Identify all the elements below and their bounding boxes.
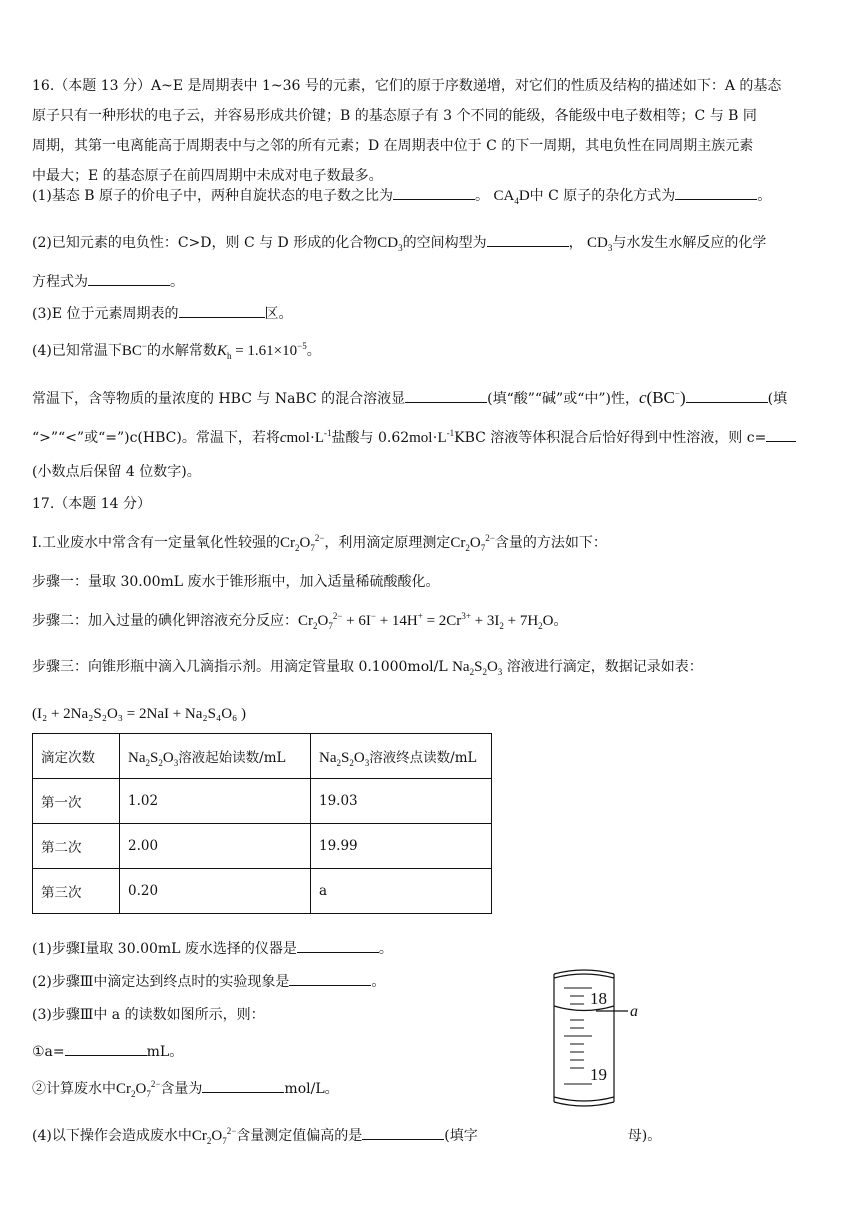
titration-table	[32, 733, 492, 914]
q17-equation-2: (I₂ + 2Na₂S₂O₃ = 2NaI + Na₂S₄O₆ )	[32, 706, 247, 722]
q17-part1: (1)步骤Ⅰ量取 30.00mL 废水选择的仪器是 。	[32, 938, 832, 959]
q16-text: 中最大；E 的基态原子在前四周期中未成对电子数最多。	[32, 168, 383, 184]
formula-c-bc: c(BC−)	[639, 388, 686, 407]
q16-text: 原子只有一种形状的电子云，并容易形成共价键；B 的基态原子有 3 个不同的能级，各能级中电子数相等；C 与 B 同	[32, 108, 757, 124]
unit-c-mol-l: $cmol\cdot L^{-1}$	[279, 428, 332, 446]
table-row	[33, 869, 492, 914]
answer-blank[interactable]	[487, 232, 569, 247]
answer-blank[interactable]	[766, 427, 796, 442]
q17-step1: 步骤一：量取 30.00mL 废水于锥形瓶中，加入适量稀硫酸酸化。	[32, 574, 440, 590]
q16-part2: (2)已知元素的电负性：C>D，则 C 与 D 形成的化合物$CD_3$的空间构型为 ， $CD_3$与水发生水解反应的化学	[32, 232, 832, 253]
answer-blank[interactable]	[202, 1078, 284, 1093]
formula-cr2o7: $Cr_2O_7^{2-}$	[116, 1079, 161, 1099]
q17-intro: Ⅰ.工业废水中常含有一定量氧化性较强的$Cr_2O_7^{2-}$，利用滴定原理测定$Cr_2O_7^{2-}$含量的方法如下：	[32, 533, 607, 553]
q17-step2: 步骤二：加入过量的碘化钾溶液充分反应：$Cr_2O_7^{2-} + 6I^- + 14H^+ = 2Cr^{3+} + 3I_2 + 7H_2O$。	[32, 611, 568, 631]
formula-cr2o7: $Cr_2O_7^{2-}$	[450, 533, 495, 553]
formula-bc-ion: BC−	[121, 341, 147, 359]
burette-pointer-label: a	[630, 1003, 638, 1020]
answer-blank[interactable]	[686, 388, 768, 403]
q17-part2: (2)步骤Ⅲ中滴定达到终点时的实验现象是 。	[32, 971, 832, 992]
q17-step3: 步骤三：向锥形瓶中滴入几滴指示剂。用滴定管量取 0.1000mol/L $Na_2S_2O_3$ 溶液进行滴定，数据记录如表：	[32, 659, 703, 677]
answer-blank[interactable]	[289, 971, 371, 986]
table-row	[33, 779, 492, 824]
q16-part4-text: 常温下，含等物质的量浓度的 HBC 与 NaBC 的混合溶液显 (填“酸”“碱”或“中”)性，c(BC−) (填	[32, 388, 788, 407]
table-cell: 19.99	[311, 824, 492, 869]
unit-mol-l: $mol\cdot L^{-1}$	[409, 428, 455, 446]
q17-part3: (3)步骤Ⅲ中 a 的读数如图所示，则：	[32, 1007, 265, 1023]
q16-part2-cont: 方程式为 。	[32, 271, 832, 292]
table-cell: a	[311, 869, 492, 914]
answer-blank[interactable]	[405, 388, 487, 403]
q16-header: 16.（本题 13 分）A~E 是周期表中 1~36 号的元素，它们的原于序数递增，对它们的性质及结构的描述如下：A 的基态	[32, 78, 782, 94]
table-row	[33, 824, 492, 869]
table-cell: 1.02	[120, 779, 311, 824]
q16-part4: (4)已知常温下BC−的水解常数$K_h = 1.61\times 10^{-5}$。	[32, 341, 321, 361]
answer-blank[interactable]	[362, 1125, 444, 1140]
formula-na2s2o3: $Na_2S_2O_3$	[452, 659, 503, 677]
answer-blank[interactable]	[297, 938, 379, 953]
table-header-cell: $Na_2S_2O_3$溶液终点读数/mL	[311, 734, 492, 779]
q16-text: 周期，其第一电离能高于周期表中与之邻的所有元素；D 在周期表中位于 C 的下一周期，其电负性在同周期主族元素	[32, 138, 754, 154]
table-header-row	[33, 734, 492, 779]
q17-header: 17.（本题 14 分）	[32, 496, 151, 512]
table-cell: 第三次	[33, 869, 120, 914]
q16-part4-text: (小数点后保留 4 位数字)。	[32, 464, 201, 480]
q17-part3-i: ①a= mL。	[32, 1041, 832, 1062]
q16-part4-text: “>”“<”或“=”)c(HBC)。常温下，若将$cmol\cdot L^{-1}$盐酸与 $0.62mol\cdot L^{-1}KBC$ 溶液等体积混合后恰好得到中性溶液，则 c=	[32, 427, 832, 448]
q16-part1: (1)基态 B 原子的价电子中，两种自旋状态的电子数之比为 。 $CA_4D$中 C 原子的杂化方式为 。	[32, 185, 832, 206]
q17-part4: (4)以下操作会造成废水中$Cr_2O_7^{2-}$含量测定值偏高的是 (填字 母)。	[32, 1126, 662, 1146]
formula-kh: $K_h = 1.61\times 10^{-5}$	[216, 341, 307, 361]
formula-cr2o7: $Cr_2O_7^{2-}$	[279, 533, 325, 553]
answer-blank[interactable]	[675, 185, 757, 200]
answer-blank[interactable]	[88, 271, 170, 286]
burette-mark-18: 18	[590, 989, 607, 1008]
formula-cr2o7: $Cr_2O_7^{2-}$	[191, 1126, 237, 1146]
formula-cd3: $CD_3$	[377, 235, 403, 253]
formula-cd3: $CD_3$	[587, 235, 613, 253]
answer-blank[interactable]	[393, 185, 475, 200]
table-cell: 19.03	[311, 779, 492, 824]
burette-diagram	[540, 968, 660, 1116]
formula-ca4d: $CA_4D$	[493, 188, 530, 206]
table-cell: 0.20	[120, 869, 311, 914]
burette-mark-19: 19	[590, 1065, 607, 1084]
answer-blank[interactable]	[179, 303, 265, 318]
answer-blank[interactable]	[65, 1041, 147, 1056]
table-header-cell: 滴定次数	[33, 734, 120, 779]
table-cell: 第一次	[33, 779, 120, 824]
table-cell: 2.00	[120, 824, 311, 869]
table-header-cell: $Na_2S_2O_3$溶液起始读数/mL	[120, 734, 311, 779]
q17-part3-ii: ②计算废水中$Cr_2O_7^{2-}$含量为 mol/L。	[32, 1079, 339, 1099]
table-cell: 第二次	[33, 824, 120, 869]
reaction-equation: $Cr_2O_7^{2-} + 6I^- + 14H^+ = 2Cr^{3+} + 3I_2 + 7H_2O$	[298, 611, 554, 631]
q16-part3: (3)E 位于元素周期表的 区。	[32, 303, 832, 324]
